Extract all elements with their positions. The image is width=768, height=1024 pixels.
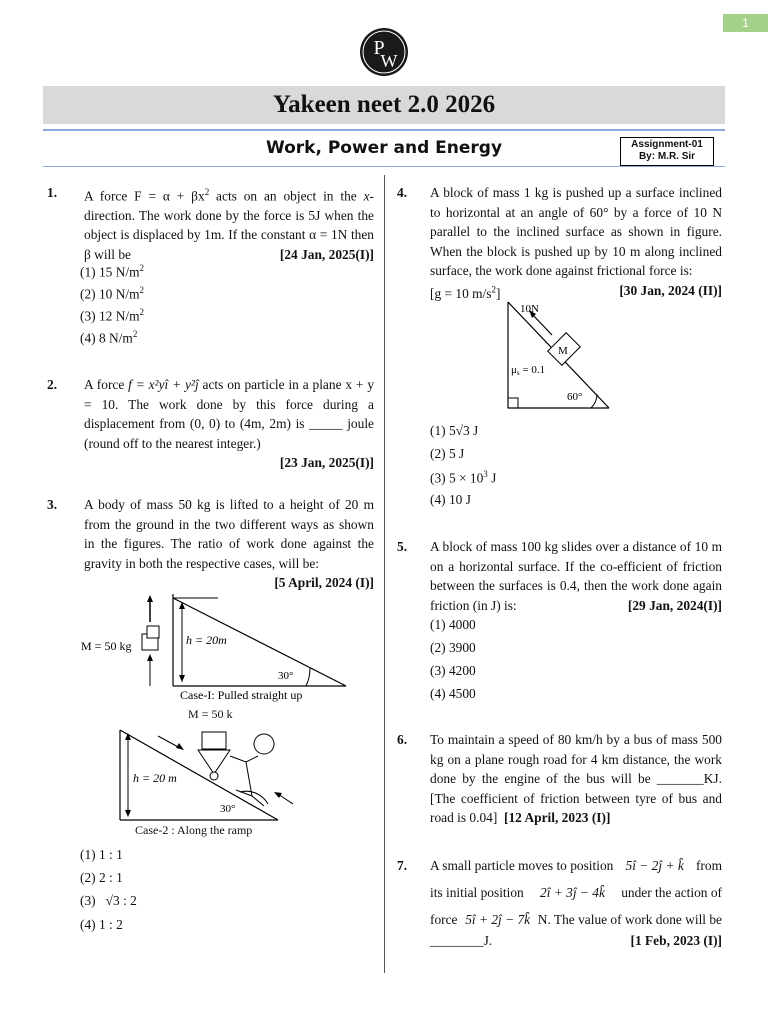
option: (2) 10 $N/m^2$ [80, 285, 145, 302]
option: (4) 4500 [430, 686, 476, 701]
header-rule [43, 129, 725, 131]
option: (3) √3 : 2 [80, 893, 137, 908]
height-label: h = 20m [186, 633, 227, 647]
option: (4) 10 J [430, 492, 471, 507]
column-divider [384, 175, 385, 973]
question-reference: [12 April, 2023 (I)] [504, 810, 611, 825]
figure-case-1 [78, 592, 358, 704]
option: (1) 15 $N/m^2$ [80, 263, 145, 280]
option: (3) 4200 [430, 663, 476, 678]
assignment-box [620, 137, 714, 166]
mu-value: = 0.1 [519, 364, 546, 376]
page-number: 1 [723, 14, 768, 32]
question-text: A block of mass 100 kg slides over a distance of 10 m on a horizontal surface. If the co-efficient of friction between the surfaces is 0.4, then the work done again friction (in J) is: [29 Jan, 2024(I)] [430, 537, 722, 615]
root-three-ratio: √3 : 2 [105, 893, 137, 908]
pw-logo [359, 27, 409, 77]
question-text: A force f = x²yî + y²ĵ acts on particle in a plane x + y = 10. The work done by this force during a displacement from (0, 0) to (4m, 2m) is _____ joule (round off to the nearest integer.) [23 Jan, 2025(I)] [84, 375, 374, 473]
option: (2) 3900 [430, 640, 476, 655]
question-number: 6. [397, 732, 408, 747]
page-title: Yakeen neet 2.0 2026 [43, 86, 725, 124]
option: (4) 1 : 2 [80, 917, 123, 932]
question-reference: [23 Jan, 2025(I)] [279, 455, 374, 470]
question-text: A block of mass 1 kg is pushed up a surface inclined to horizontal at an angle of 60° by a force of 10 N parallel to the inclined surface as shown in figure. When the block is pushed up by 10 m along inclined surface, the work done against frictional force is: [g = 10 $m/s^2$] [30 Jan, 2024 (II)] [430, 185, 722, 301]
height-label: h = 20 m [133, 771, 177, 785]
option: (2) 5 J [430, 446, 465, 461]
assignment-number: Assignment-01 [631, 139, 703, 150]
logo-letter-w: W [380, 51, 398, 71]
mu-label: μ [511, 364, 517, 376]
assignment-author: By: M.R. Sir [638, 151, 696, 162]
question-number: 3. [47, 497, 58, 512]
question-text: A body of mass 50 kg is lifted to a height of 20 m from the ground in the two different ways as shown in the figures. The ratio of work done against the gravity in both the respective cases, will be: [5 April, 2024 (I)] [84, 495, 374, 593]
figure-2-mass-label: M = 50 k [188, 707, 233, 721]
question-reference: [29 Jan, 2024(I)] [627, 597, 722, 613]
angle-label: 30° [278, 670, 294, 682]
question-reference: [30 Jan, 2024 (II)] [619, 282, 722, 298]
question-text: A force $F = \alpha + \beta x^2$ acts on an object in the x-direction. The work done by the force is 5J when the object is displaced by 1m. If the constant α = 1N then β will be [24 Jan, 2025(I)] [84, 183, 374, 264]
question-number: 5. [397, 539, 408, 554]
option: (4) 8 $N/m^2$ [80, 329, 138, 346]
question-number: 1. [47, 185, 58, 200]
mu-subscript: s [516, 369, 520, 377]
figure-incline-60 [505, 298, 617, 413]
final-position-vector: 5î − 2ĵ + k̂ [625, 858, 684, 873]
option: (1) 1 : 1 [80, 847, 123, 862]
question-reference: [1 Feb, 2023 (I)] [630, 933, 722, 948]
svg-text:μs = 0.1 [511, 364, 545, 377]
chapter-title: Work, Power and Energy [265, 138, 503, 158]
logo-letter-p: P [373, 37, 385, 59]
question-reference: [5 April, 2024 (I)] [274, 575, 374, 590]
option: (3) 12 $N/m^2$ [80, 307, 145, 324]
angle-label: 60° [567, 391, 583, 403]
question-number: 7. [397, 858, 408, 873]
figure-caption: Case-I: Pulled straight up [180, 688, 303, 702]
force-vector: 5î + 2ĵ − 7k̂ [465, 912, 531, 927]
angle-label: 30° [220, 803, 236, 815]
option: (1) 4000 [430, 617, 476, 632]
force-expression: f = x²yî + y²ĵ [128, 377, 199, 392]
force-label: 10N [520, 303, 539, 315]
option: (1) 5√3 J [430, 423, 479, 438]
question-number: 4. [397, 185, 408, 200]
question-text: A small particle moves to position 5î − 2ĵ + k̂ from its initial position 2î + 3ĵ − 4k̂ under the action of force 5î + 2ĵ − 7k̂ N. The value of work done will be ________J. [1 Feb, 2023 (I)] [430, 852, 722, 949]
subtitle-rule [43, 166, 725, 167]
question-reference: [24 Jan, 2025(I)] [279, 246, 374, 262]
option: (2) 2 : 1 [80, 870, 123, 885]
mass-label: M = 50 kg [81, 639, 132, 653]
question-text: To maintain a speed of 80 km/h by a bus of mass 500 kg on a plane rough road for 4 km distance, the work done by the engine of the bus will be _______KJ. [The coefficient of friction between tyre of bus and road is 0.04] [12 April, 2023 (I)] [430, 732, 722, 825]
mass-label: M [558, 345, 568, 357]
question-number: 2. [47, 377, 58, 392]
figure-2-caption: Case-2 : Along the ramp [135, 823, 253, 837]
initial-position-vector: 2î + 3ĵ − 4k̂ [540, 885, 605, 900]
given-value: [g = 10 $m/s^2$] [430, 284, 501, 301]
option: (3) $5 \times 10^3$ J [430, 469, 497, 486]
